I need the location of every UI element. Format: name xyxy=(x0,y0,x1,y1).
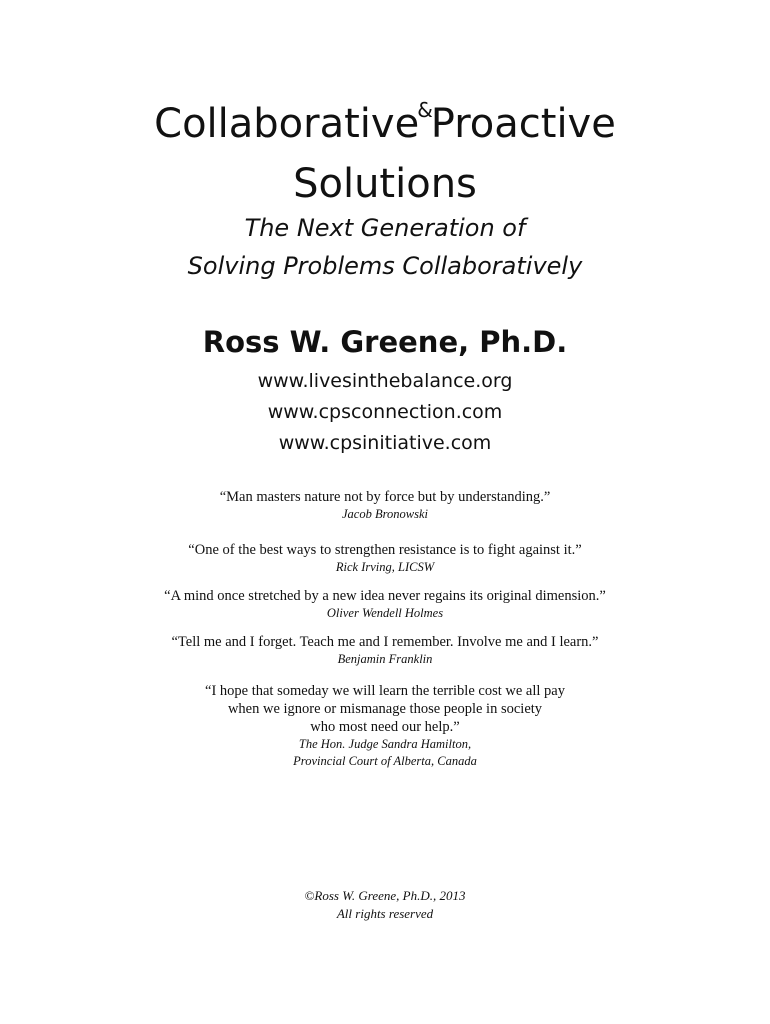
quote-attribution: Jacob Bronowski xyxy=(342,507,428,521)
rights-reserved: All rights reserved xyxy=(336,906,434,921)
website-url: www.livesinthebalance.org xyxy=(257,370,513,392)
page-title xyxy=(0,100,770,154)
website-url: www.cpsinitiative.com xyxy=(278,432,492,454)
quote-text: “A mind once stretched by a new idea never regains its original dimension.” xyxy=(164,588,606,604)
quote-block xyxy=(0,488,770,523)
quote-attribution: Rick Irving, LICSW xyxy=(335,560,435,574)
quote-block xyxy=(0,541,770,576)
quote-text: who most need our help.” xyxy=(310,719,460,735)
website-url: www.cpsconnection.com xyxy=(267,401,503,423)
quote-text: when we ignore or mismanage those people in society xyxy=(227,701,543,717)
quote-text: “Tell me and I forget. Teach me and I remember. Involve me and I learn.” xyxy=(171,634,599,650)
quote-block xyxy=(0,633,770,668)
quote-block xyxy=(0,682,770,770)
subtitle-line-2: Solving Problems Collaboratively xyxy=(187,252,583,280)
title-word-collaborative: Collaborative xyxy=(154,101,420,147)
website-list xyxy=(0,366,770,459)
copyright-line: ©Ross W. Greene, Ph.D., 2013 xyxy=(304,888,466,903)
quote-text: “Man masters nature not by force but by understanding.” xyxy=(219,489,551,505)
quote-attribution: Oliver Wendell Holmes xyxy=(326,606,444,620)
copyright-notice xyxy=(0,887,770,923)
quote-attribution: The Hon. Judge Sandra Hamilton, xyxy=(298,737,472,751)
author-name: Ross W. Greene, Ph.D. xyxy=(202,325,568,359)
quote-attribution: Benjamin Franklin xyxy=(337,652,433,666)
quote-text: “I hope that someday we will learn the terrible cost we all pay xyxy=(205,683,565,699)
quote-text: “One of the best ways to strengthen resistance is to fight against it.” xyxy=(188,542,582,558)
subtitle-line-1: The Next Generation of xyxy=(244,214,526,242)
title-word-proactive: Proactive xyxy=(430,101,616,147)
title-ampersand: & xyxy=(417,98,433,122)
quote-block xyxy=(0,587,770,622)
quote-attribution: Provincial Court of Alberta, Canada xyxy=(293,754,477,768)
page-title-line-2: Solutions xyxy=(293,161,477,207)
